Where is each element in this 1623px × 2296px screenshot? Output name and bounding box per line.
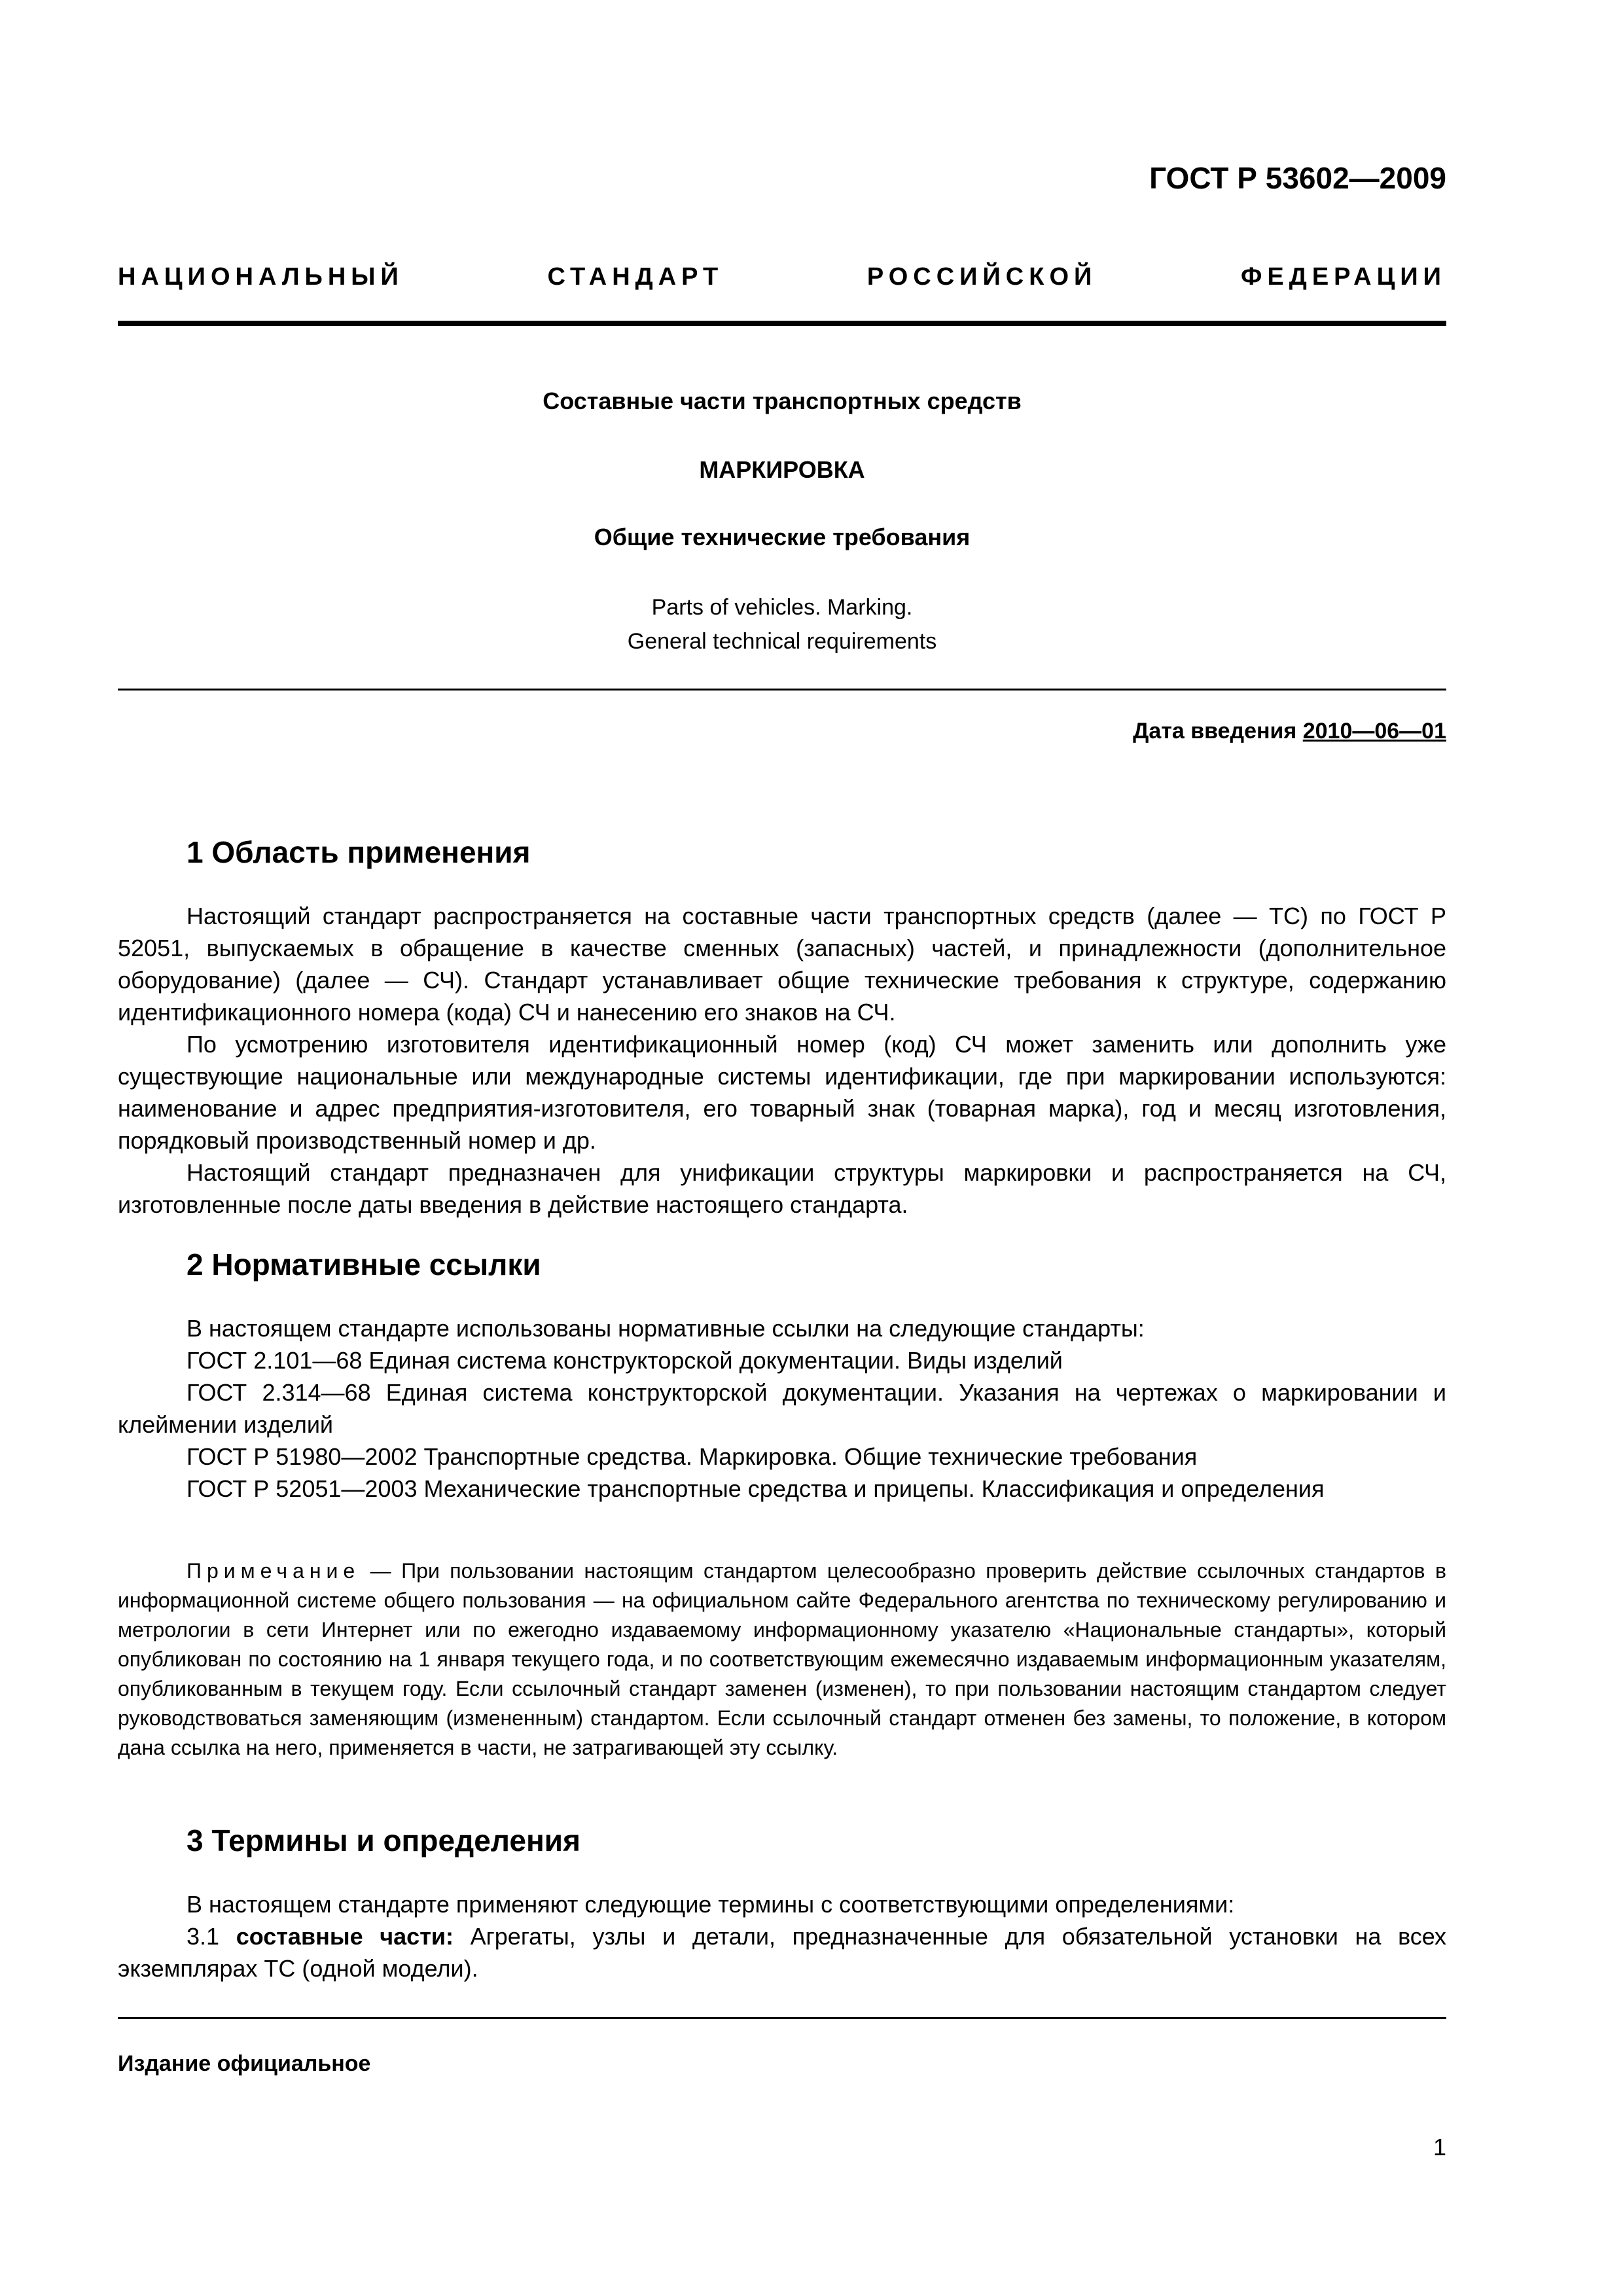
term-number: 3.1 — [187, 1923, 236, 1950]
section-3-intro: В настоящем стандарте применяют следующие термины с соответствующими определениями: — [187, 1891, 1235, 1918]
title-line-3: Общие технические требования — [594, 524, 971, 550]
section-2-note — [118, 1556, 1446, 1763]
reference-item: ГОСТ Р 51980—2002 Транспортные средства. Маркировка. Общие технические требования — [187, 1443, 1198, 1470]
note-label: Примечание — [187, 1559, 361, 1583]
introduction-date — [1133, 719, 1446, 744]
section-3-body — [118, 1888, 1446, 1984]
section-2-intro: В настоящем стандарте использованы нормативные ссылки на следующие стандарты: — [187, 1315, 1145, 1342]
section-1-paragraph: Настоящий стандарт распространяется на составные части транспортных средств (далее — ТС) по ГОСТ Р 52051, выпускаемых в обращение в качестве сменных (запасных) частей, и принадлежности (дополнительное оборудование) (далее — СЧ). Стандарт устанавливает общие технические требования к структуре, содержанию идентификационного номера (кода) СЧ и нанесению его знаков на СЧ. — [118, 903, 1446, 1026]
introduction-date-value: 2010—06—01 — [1302, 719, 1446, 744]
national-word: НАЦИОНАЛЬНЫЙ — [118, 263, 404, 291]
official-edition-label: Издание официальное — [118, 2051, 371, 2076]
english-title-line-1: Parts of vehicles. Marking. — [651, 595, 913, 620]
section-3-heading: 3 Термины и определения — [187, 1823, 580, 1857]
page-number: 1 — [1433, 2134, 1446, 2161]
section-1-paragraph: По усмотрению изготовителя идентификационный номер (код) СЧ может заменить или дополнить уже существующие национальные или международные системы идентификации, где при маркировании используются: наименование и адрес предприятия-изготовителя, его товарный знак (товарная марка), год и месяц изготовления, порядковый производственный номер и др. — [118, 1031, 1446, 1154]
term-definition: Агрегаты, узлы и детали, предназначенные для обязательной установки на всех экземплярах ТС (одной модели). — [118, 1923, 1447, 1982]
section-1-paragraph: Настоящий стандарт предназначен для унификации структуры маркировки и распространяется на СЧ, изготовленные после даты введения в действие настоящего стандарта. — [118, 1159, 1446, 1218]
section-1-heading: 1 Область применения — [187, 835, 531, 869]
title-line-1: Составные части транспортных средств — [543, 387, 1022, 414]
national-word: СТАНДАРТ — [547, 263, 724, 291]
english-title-line-2: General technical requirements — [627, 629, 937, 654]
national-standard-title — [118, 263, 1446, 291]
national-word: РОССИЙСКОЙ — [866, 263, 1097, 291]
english-title — [118, 590, 1446, 658]
term-item — [118, 1920, 1446, 1984]
reference-item: ГОСТ 2.101—68 Единая система конструкторской документации. Виды изделий — [187, 1347, 1063, 1374]
term-name: составные части: — [236, 1923, 454, 1950]
document-code: ГОСТ Р 53602—2009 — [1149, 161, 1446, 195]
title-divider — [118, 689, 1446, 691]
note-text: — При пользовании настоящим стандартом целесообразно проверить действие ссылочных стандартов в информационной системе общего пользования — на официальном сайте Федерального агентства по техническому регулированию и метрологии в сети Интернет или по ежегодно издаваемому информационному указателю «Национальные стандарты», который опубликован по состоянию на 1 января текущего года, и по соответствующим ежемесячно издаваемым информационным указателям, опубликованным в текущем году. Если ссылочный стандарт заменен (изменен), то при пользовании настоящим стандартом следует руководствоваться заменяющим (измененным) стандартом. Если ссылочный стандарт отменен без замены, то положение, в котором дана ссылка на него, применяется в части, не затрагивающей эту ссылку. — [118, 1559, 1446, 1759]
title-line-2: МАРКИРОВКА — [699, 456, 865, 483]
national-word: ФЕДЕРАЦИИ — [1240, 263, 1446, 291]
header-divider — [118, 321, 1446, 326]
section-1-body — [118, 900, 1446, 1221]
reference-item: ГОСТ Р 52051—2003 Механические транспортные средства и прицепы. Классификация и определения — [187, 1475, 1325, 1502]
section-2-heading: 2 Нормативные ссылки — [187, 1247, 541, 1282]
reference-item: ГОСТ 2.314—68 Единая система конструкторской документации. Указания на чертежах о маркировании и клеймении изделий — [118, 1379, 1446, 1438]
introduction-date-label: Дата введения — [1133, 719, 1303, 744]
section-2-body — [118, 1312, 1446, 1505]
footer-divider — [118, 2017, 1446, 2019]
